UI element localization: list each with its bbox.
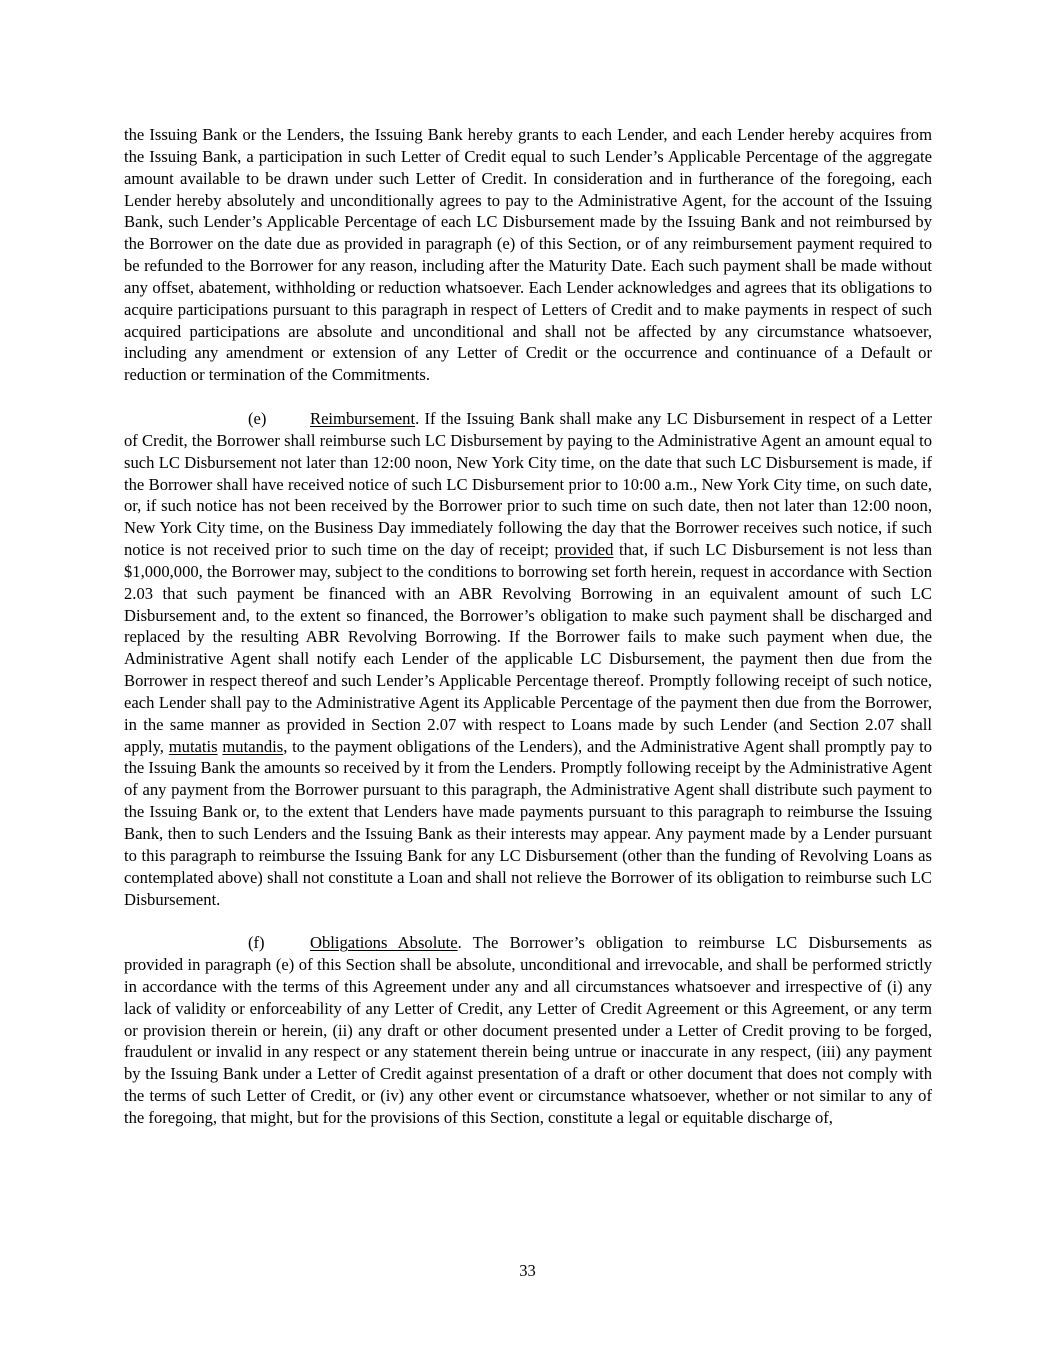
paragraph-e-text-2: that, if such LC Disbursement is not less than $1,000,000, the Borrower may, subject to the conditions to borrowing set forth herein, request in accordance with Section 2.03 that such payment be financed with an ABR Revolving Borrowing in an equivalent amount of such LC Disbursement and, to the extent so financed, the Borrower’s obligation to make such payment shall be discharged and replaced by the resulting ABR Revolving Borrowing. If the Borrower fails to make such payment when due, the Administrative Agent shall notify each Lender of the applicable LC Disbursement, the payment then due from the Borrower in respect thereof and such Lender’s Applicable Percentage thereof. Promptly following receipt of such notice, each Lender shall pay to the Administrative Agent its Applicable Percentage of the payment then due from the Borrower, in the same manner as provided in Section 2.07 with respect to Loans made by such Lender (and Section 2.07 shall apply, xyxy=(124,540,933,756)
paragraph-e-heading: Reimbursement xyxy=(310,408,416,428)
paragraph-e-label: (e) xyxy=(248,408,267,428)
paragraph-d-text: the Issuing Bank or the Lenders, the Issuing Bank hereby grants to each Lender, and each Lender hereby acquires from the Issuing Bank, a participation in such Letter of Credit equal to such Lender’s Applicable Percentage of the aggregate amount available to be drawn under such Letter of Credit. In consideration and in furtherance of the foregoing, each Lender hereby absolutely and unconditionally agrees to pay to the Administrative Agent, for the account of the Issuing Bank, such Lender’s Applicable Percentage of each LC Disbursement made by the Issuing Bank and not reimbursed by the Borrower on the date due as provided in paragraph (e) of this Section, or of any reimbursement payment required to be refunded to the Borrower for any reason, including after the Maturity Date. Each such payment shall be made without any offset, abatement, withholding or reduction whatsoever. Each Lender acknowledges and agrees that its obligations to acquire participations pursuant to this paragraph in respect of Letters of Credit and to make payments in respect of such acquired participations are absolute and unconditional and shall not be affected by any circumstance whatsoever, including any amendment or extension of any Letter of Credit or the occurrence and continuance of a Default or reduction or termination of the Commitments. xyxy=(124,125,932,385)
paragraph-f-text: . The Borrower’s obligation to reimburse LC Disbursements as provided in paragraph (e) of this Section shall be absolute, unconditional and irrevocable, and shall be performed strictly in accordance with the terms of this Agreement under any and all circumstances whatsoever and irrespective of (i) any lack of validity or enforceability of any Letter of Credit, any Letter of Credit Agreement or this Agreement, or any term or provision therein or herein, (ii) any draft or other document presented under a Letter of Credit proving to be forged, fraudulent or invalid in any respect or any statement therein being untrue or inaccurate in any respect, (iii) any payment by the Issuing Bank under a Letter of Credit against presentation of a draft or other document that does not comply with the terms of such Letter of Credit, or (iv) any other event or circumstance whatsoever, whether or not similar to any of the foregoing, that might, but for the provisions of this Section, constitute a legal or equitable discharge of, xyxy=(124,933,933,1127)
paragraph-d-continued xyxy=(124,124,932,386)
page-number: 33 xyxy=(519,1261,536,1280)
mutatis-term: mutatis xyxy=(168,736,218,756)
paragraph-e-text-1: . If the Issuing Bank shall make any LC Disbursement in respect of a Letter of Credit, the Borrower shall reimburse such LC Disbursement by paying to the Administrative Agent an amount equal to such LC Disbursement not later than 12:00 noon, New York City time, on the date that such LC Disbursement is made, if the Borrower shall have received notice of such LC Disbursement prior to 10:00 a.m., New York City time, on such date, or, if such notice has not been received by the Borrower prior to such time on such date, then not later than 12:00 noon, New York City time, on the Business Day immediately following the day that the Borrower receives such notice, if such notice is not received prior to such time on the day of receipt; xyxy=(124,408,932,560)
document-body xyxy=(124,124,932,1129)
paragraph-f-heading: Obligations Absolute xyxy=(310,933,458,953)
paragraph-f-label: (f) xyxy=(248,933,265,953)
mutandis-term: mutandis xyxy=(222,736,284,756)
paragraph-e-reimbursement xyxy=(124,408,932,910)
paragraph-e-text-3: , to the payment obligations of the Lenders), and the Administrative Agent shall promptly pay to the Issuing Bank the amounts so received by it from the Lenders. Promptly following receipt by the Administrative Agent of any payment from the Borrower pursuant to this paragraph, the Administrative Agent shall distribute such payment to the Issuing Bank or, to the extent that Lenders have made payments pursuant to this paragraph to reimburse the Issuing Bank, then to such Lenders and the Issuing Bank as their interests may appear. Any payment made by a Lender pursuant to this paragraph to reimburse the Issuing Bank for any LC Disbursement (other than the funding of Revolving Loans as contemplated above) shall not constitute a Loan and shall not relieve the Borrower of its obligation to reimburse such LC Disbursement. xyxy=(124,736,933,909)
provided-term: provided xyxy=(554,540,614,560)
paragraph-f-obligations-absolute xyxy=(124,932,932,1129)
